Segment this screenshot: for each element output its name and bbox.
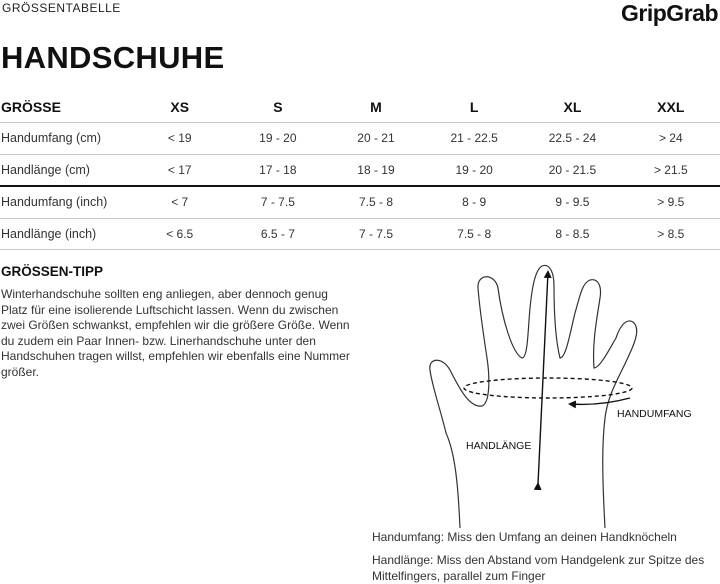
row-label: Handlänge (cm): [0, 154, 131, 186]
table-cell: 8 - 8.5: [523, 218, 621, 250]
tip-text: Winterhandschuhe sollten eng anliegen, aber dennoch genug Platz für eine isolierende Luftschicht lassen. Wenn du zwischen zwei Größen schwankst, empfehlen wir die größere Größe. Wenn du zudem ein Paar Innen- bzw. Linerhandschuhe unter den Handschuhen tragen willst, empfehlen wir ebenfalls eine Nummer größer.: [1, 287, 350, 379]
table-cell: > 9.5: [622, 186, 720, 218]
table-cell: 17 - 18: [229, 154, 327, 186]
length-label: HANDLÄNGE: [466, 440, 532, 452]
size-table: [0, 92, 720, 250]
column-header: XS: [131, 92, 229, 123]
circumference-arrow: [570, 398, 630, 404]
row-label: Handumfang (inch): [0, 186, 131, 218]
column-header: S: [229, 92, 327, 123]
page-title: HANDSCHUHE: [1, 40, 225, 75]
column-header: XXL: [622, 92, 720, 123]
tip-title: GRÖSSEN-TIPP: [1, 264, 104, 279]
column-header: GRÖSSE: [0, 92, 131, 123]
table-cell: 19 - 20: [229, 123, 327, 155]
table-cell: 18 - 19: [327, 154, 425, 186]
table-cell: 9 - 9.5: [523, 186, 621, 218]
glove-diagram: [420, 258, 720, 528]
table-cell: 8 - 9: [425, 186, 523, 218]
table-cell: 7.5 - 8: [327, 186, 425, 218]
table-row: [0, 123, 720, 155]
circumference-label: HANDUMFANG: [617, 408, 692, 420]
table-cell: < 17: [131, 154, 229, 186]
table-header-row: [0, 92, 720, 123]
table-cell: > 21.5: [622, 154, 720, 186]
table-cell: < 7: [131, 186, 229, 218]
row-label: Handumfang (cm): [0, 123, 131, 155]
table-cell: > 24: [622, 123, 720, 155]
table-cell: 20 - 21.5: [523, 154, 621, 186]
table-cell: < 6.5: [131, 218, 229, 250]
table-cell: 7.5 - 8: [425, 218, 523, 250]
table-cell: 7 - 7.5: [327, 218, 425, 250]
table-cell: 22.5 - 24: [523, 123, 621, 155]
circumference-note: Handumfang: Miss den Umfang an deinen Handknöcheln: [372, 530, 677, 544]
table-row: [0, 154, 720, 186]
table-cell: 7 - 7.5: [229, 186, 327, 218]
table-row: [0, 218, 720, 250]
table-cell: > 8.5: [622, 218, 720, 250]
header-label: GRÖSSENTABELLE: [2, 1, 121, 15]
table-cell: 6.5 - 7: [229, 218, 327, 250]
table-cell: 19 - 20: [425, 154, 523, 186]
column-header: M: [327, 92, 425, 123]
brand-logo: GripGrab: [621, 0, 718, 26]
table-cell: 21 - 22.5: [425, 123, 523, 155]
row-label: Handlänge (inch): [0, 218, 131, 250]
column-header: L: [425, 92, 523, 123]
glove-outline-icon: [430, 265, 637, 528]
table-row: [0, 186, 720, 218]
table-cell: 20 - 21: [327, 123, 425, 155]
length-note: Handlänge: Miss den Abstand vom Handgelenk zur Spitze des Mittelfingers, parallel zum Finger: [372, 553, 705, 583]
column-header: XL: [523, 92, 621, 123]
table-cell: < 19: [131, 123, 229, 155]
